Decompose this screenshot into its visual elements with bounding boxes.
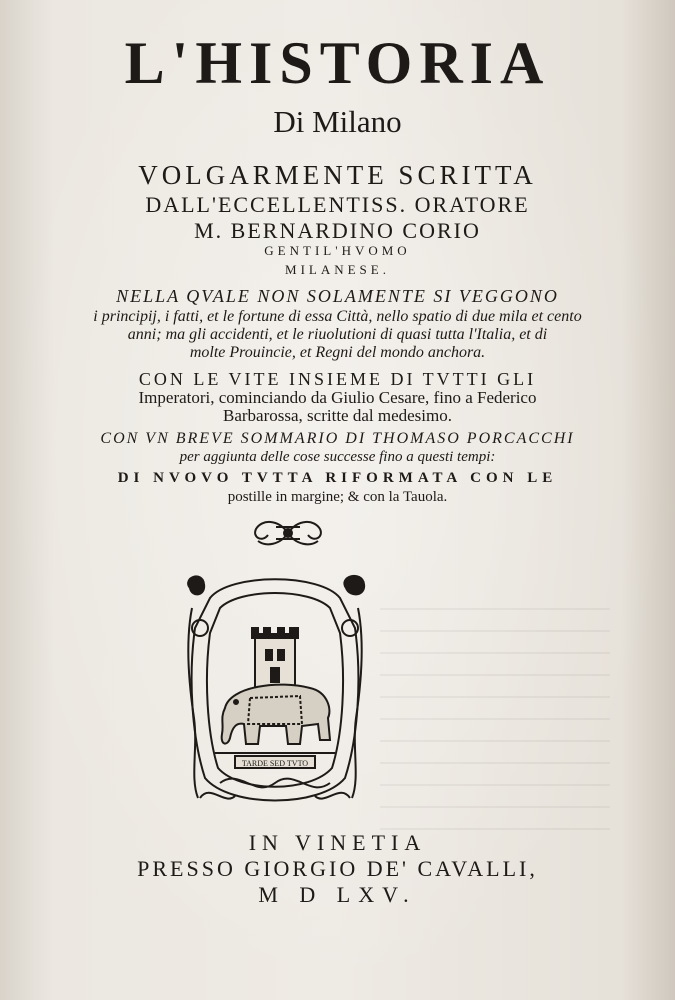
imprint-printer: PRESSO GIORGIO DE' CAVALLI, [137, 856, 538, 881]
device-motto: TARDE SED TVTO [241, 759, 309, 768]
show-through-texture [380, 600, 610, 830]
printers-device-woodcut [180, 568, 370, 813]
title-line-2: DALL'ECCELLENTISS. ORATORE [145, 192, 530, 217]
imprint-date: M D LXV. [258, 882, 417, 907]
lives-line-1: CON LE VITE INSIEME DI TVTTI GLI [138, 369, 537, 389]
title-line-1: VOLGARMENTE SCRITTA [138, 160, 537, 190]
lives-line-3: Barbarossa, scritte dal medesimo. [223, 406, 452, 425]
book-subtitle: Di Milano [273, 104, 402, 139]
revised-line-1: DI NVOVO TVTTA RIFORMATA CON LE [117, 470, 558, 486]
book-title: L'HISTORIA [124, 30, 551, 96]
revised-line-2: postille in margine; & con la Tauola. [227, 489, 448, 505]
author-title: GENTIL'HVOMO [264, 243, 411, 258]
lives-line-2: Imperatori, cominciando da Giulio Cesare, fino a Federico [138, 388, 537, 407]
author-origin: MILANESE. [285, 262, 390, 277]
summary-line-2: per aggiunta delle cose successe fino a questi tempi: [179, 449, 496, 465]
description-line-4: molte Prouincie, et Regni del mondo anchora. [189, 344, 486, 361]
description-line-2: i principij, i fatti, et le fortune di essa Città, nello spatio di due mila et cento [93, 308, 582, 325]
summary-line-1: CON VN BREVE SOMMARIO DI THOMASO PORCACCHI [100, 430, 575, 447]
description-line-3: anni; ma gli accidenti, et le riuolutioni di quasi tutta l'Italia, et di [127, 326, 548, 343]
description-line-1: NELLA QVALE NON SOLAMENTE SI VEGGONO [116, 286, 559, 306]
author-name: M. BERNARDINO CORIO [194, 218, 481, 243]
imprint-place: IN VINETIA [248, 830, 427, 855]
fleuron-ornament-icon [248, 515, 328, 551]
